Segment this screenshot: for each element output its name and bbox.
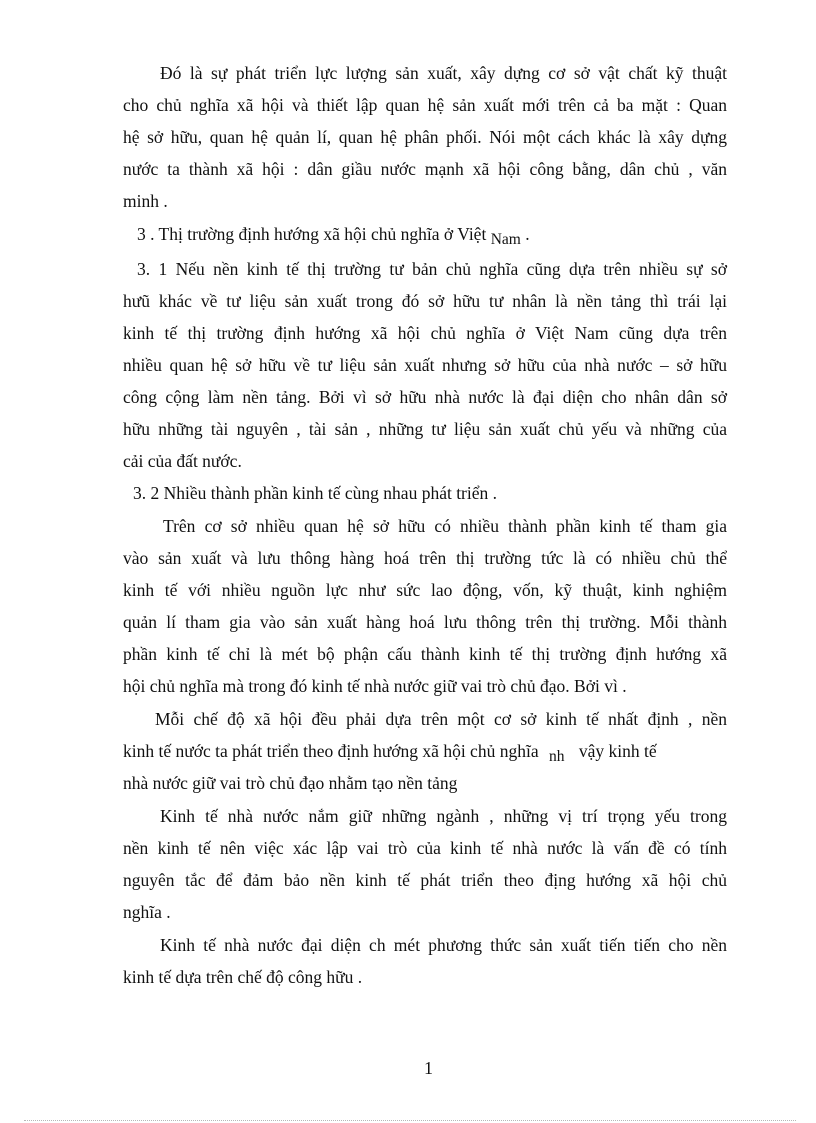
text-line: nền kinh tế nên việc xác lập vai trò của kinh tế nhà nước là vấn đề có tính <box>123 838 727 858</box>
text-line: kinh tế với nhiều nguồn lực như sức lao động, vốn, kỹ thuật, kinh nghiệm <box>123 580 727 600</box>
text-line: kinh tế dựa trên chế độ công hữu . <box>123 967 363 987</box>
text-line: hữu những tài nguyên , tài sản , những tư liệu sản xuất chủ yếu và những của <box>123 419 727 439</box>
text-line: Đó là sự phát triển lực lượng sản xuất, xây dựng cơ sở vật chất kỹ thuật <box>160 63 727 83</box>
heading-subscript-text: Nam <box>490 231 521 248</box>
text-line <box>123 740 727 764</box>
text-line: phần kinh tế chỉ là mét bộ phận cấu thành kinh tế thị trường định hướng xã <box>123 644 727 664</box>
section-heading-3-2: 3. 2 Nhiều thành phần kinh tế cùng nhau phát triển . <box>133 483 498 503</box>
text-line: nhiều quan hệ sở hữu về tư liệu sản xuất nhưng sở hữu của nhà nước – sở hữu <box>123 355 727 375</box>
text-line: nhà nước giữ vai trò chủ đạo nhằm tạo nền tảng <box>123 773 458 793</box>
text-line: hội chủ nghĩa mà trong đó kinh tế nhà nước giữ vai trò chủ đạo. Bởi vì . <box>123 676 627 696</box>
text-line: hưũ khác về tư liệu sản xuất trong đó sở hữu tư nhân là nền tảng thì trái lại <box>123 291 727 311</box>
text-line: vào sản xuất và lưu thông hàng hoá trên thị trường tức là có nhiều chủ thể <box>123 548 727 568</box>
subscript-fragment: nh <box>548 748 565 765</box>
line-segment: vậy kinh tế <box>578 741 657 761</box>
text-line: 3. 1 Nếu nền kinh tế thị trường tư bản chủ nghĩa cũng dựa trên nhiều sự sở <box>137 259 727 279</box>
page-number: 1 <box>424 1058 433 1078</box>
heading-text: 3 . Thị trường định hướng xã hội chủ nghĩa ở Việt <box>137 224 487 244</box>
page-bottom-divider <box>24 1120 796 1121</box>
text-line: nước ta thành xã hội : dân giầu nước mạnh xã hội công bằng, dân chủ , văn <box>123 159 727 179</box>
text-line: kinh tế thị trường định hướng xã hội chủ nghĩa ở Việt Nam cũng dựa trên <box>123 323 727 343</box>
heading-end-mark: . <box>525 224 530 244</box>
text-line: Kinh tế nhà nước đại diện ch mét phương thức sản xuất tiến tiến cho nền <box>160 935 727 955</box>
text-line: minh . <box>123 191 168 211</box>
text-line: nghĩa . <box>123 902 171 922</box>
section-heading-3 <box>137 223 530 247</box>
text-line: Mỗi chế độ xã hội đều phải dựa trên một cơ sở kinh tế nhất định , nền <box>155 709 727 729</box>
text-line: cải của đất nước. <box>123 451 242 471</box>
text-line: công cộng làm nền tảng. Bởi vì sở hữu nhà nước là đại diện cho nhân dân sở <box>123 387 727 407</box>
text-line: Trên cơ sở nhiều quan hệ sở hữu có nhiều thành phần kinh tế tham gia <box>163 516 727 536</box>
text-line: Kinh tế nhà nước nắm giữ những ngành , những vị trí trọng yếu trong <box>160 806 727 826</box>
line-segment: kinh tế nước ta phát triển theo định hướng xã hội chủ nghĩa <box>123 741 539 761</box>
text-line: hệ sở hữu, quan hệ quản lí, quan hệ phân phối. Nói một cách khác là xây dựng <box>123 127 727 147</box>
text-line: nguyên tắc để đảm bảo nền kinh tế phát triển theo địng hướng xã hội chủ <box>123 870 727 890</box>
text-line: cho chủ nghĩa xã hội và thiết lập quan hệ sản xuất mới trên cả ba mặt : Quan <box>123 95 727 115</box>
text-line: quản lí tham gia vào sản xuất hàng hoá lưu thông trên thị trường. Mỗi thành <box>123 612 727 632</box>
